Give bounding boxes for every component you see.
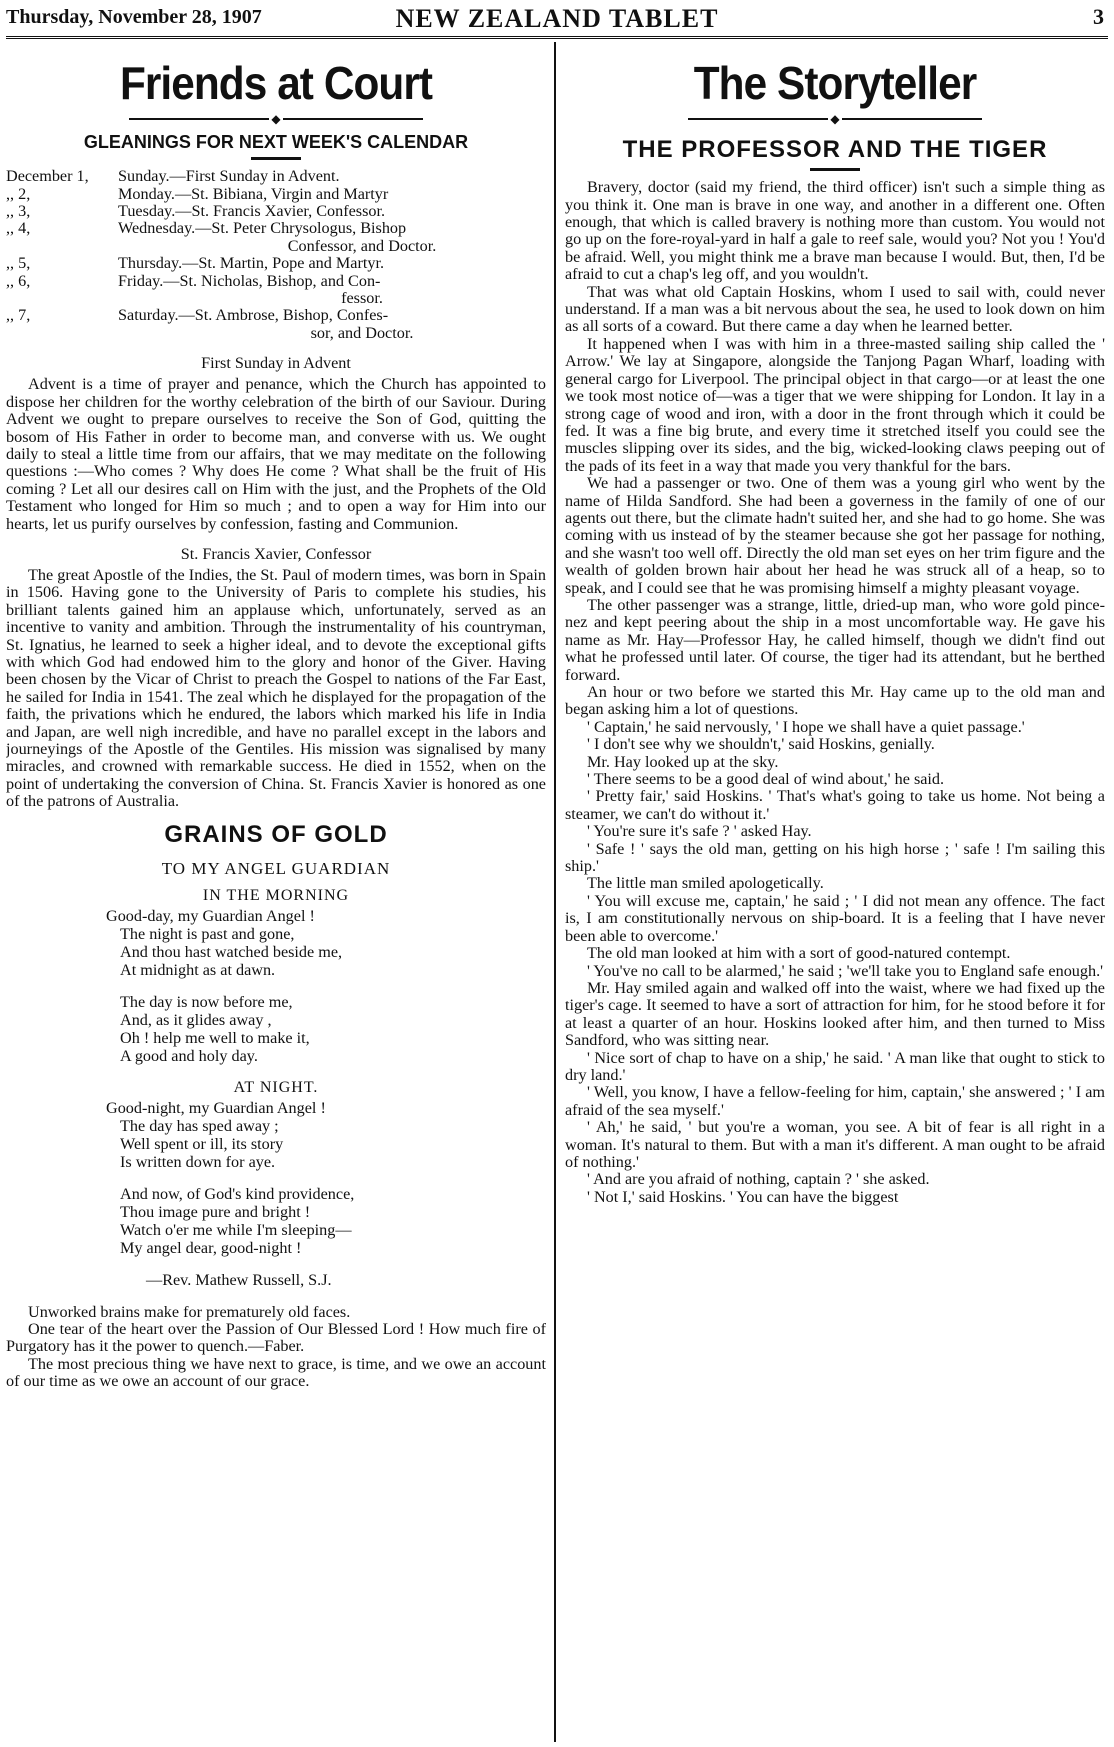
grains-of-gold-heading: GRAINS OF GOLD xyxy=(164,820,388,848)
calendar-entry: ,, 6, Friday.—St. Nicholas, Bishop, and Con- fessor. xyxy=(6,271,383,308)
story-paragraph: ' You're sure it's safe ? ' asked Hay. xyxy=(587,822,812,841)
story-paragraph: It happened when I was with him in a three-masted sailing ship called the ' Arrow.' We lay at Singapore, alongside the Tanjong Pagan Wharf, loading with general cargo for Liverpool. The principal object in that cargo—or at least the one we took most notice of—was a tiger that we were shipping for London. It lay in a strong cage of wood and iron, with a door in the front through which it could be fed. It was a fine big brute, and every time it stretched itself you could see the muscles slipping over its sides, and the big, wicked-looking claws peeping out of the pads of its feet in a way that made you very thankful for the bars. xyxy=(565,334,1105,475)
poem-line: And thou hast watched beside me, xyxy=(120,942,343,961)
right-column xyxy=(565,48,1105,1743)
story-paragraph: ' You've no call to be alarmed,' he said ; 'we'll take you to England safe enough.' xyxy=(587,961,1104,980)
poem-line: And, as it glides away , xyxy=(120,1010,272,1029)
poem-line: Good-night, my Guardian Angel ! xyxy=(106,1098,326,1117)
poem-line: The day has sped away ; xyxy=(120,1116,279,1135)
poem-line: Watch o'er me while I'm sleeping— xyxy=(120,1220,352,1239)
calendar-entry: ,, 2, Monday.—St. Bibiana, Virgin and Martyr xyxy=(6,184,389,203)
story-paragraph: ' Safe ! ' says the old man, getting on his high horse ; ' safe ! I'm sailing this ship.' xyxy=(565,839,1105,876)
poem-night-title: AT NIGHT. xyxy=(233,1078,319,1096)
story-title: THE PROFESSOR AND THE TIGER xyxy=(622,136,1048,164)
calendar-entry: ,, 3, Tuesday.—St. Francis Xavier, Confessor. xyxy=(6,202,386,221)
maxim-text: Unworked brains make for prematurely old faces. xyxy=(28,1302,351,1321)
poem-line: The day is now before me, xyxy=(120,992,293,1011)
calendar-entry: December 1, Sunday.—First Sunday in Advent. xyxy=(6,167,340,186)
poem-morning xyxy=(106,907,546,1065)
page-header xyxy=(0,0,1114,38)
ornament-rule: ◆ xyxy=(6,112,546,126)
maxim-text: The most precious thing we have next to grace, is time, and we owe an account of our time as we owe an account of our grace. xyxy=(6,1354,546,1391)
calendar-subheading: GLEANINGS FOR NEXT WEEK'S CALENDAR xyxy=(83,132,469,153)
poem-line: At midnight as at dawn. xyxy=(120,960,276,979)
story-paragraph: Bravery, doctor (said my friend, the third officer) isn't such a simple thing as you think it. One man is brave in one way, and another in a different one. Often enough, that which is called bravery is nothing more than custom. You would not go up on the fore-royal-yard in half a gale to reef sale, would you? Not you ! You'd be afraid. Well, you might think me a brave man because I would. But, then, I'd be afraid to cut a chap's leg off, and you wouldn't. xyxy=(565,178,1105,284)
story-paragraph: The other passenger was a strange, little, dried-up man, who wore gold pince-nez and kept peering about the ship in a most uncomfortable way. He gave his name as Mr. Hay—Professor Hay, he called himself, though we didn't find out what he professed until later. Of course, the tiger had its attendant, but he berthed forward. xyxy=(565,595,1105,684)
poem-line: My angel dear, good-night ! xyxy=(120,1238,302,1257)
xavier-title: St. Francis Xavier, Confessor xyxy=(180,544,372,563)
story-paragraph: ' You will excuse me, captain,' he said ; ' I did not mean any offence. The fact is, I am constitutionally nervous on ship-board. It is a feeling that I have never been able to overcome.' xyxy=(565,891,1105,945)
calendar-entry: ,, 7, Saturday.—St. Ambrose, Bishop, Confes- sor, and Doctor. xyxy=(6,306,414,342)
masthead-title: NEW ZEALAND TABLET xyxy=(395,4,719,33)
advent-text: Advent is a time of prayer and penance, which the Church has appointed to dispose her children for the worthy celebration of the birth of our Saviour. During Advent we ought to prepare ourselves to receive the Son of God, quitting the bosom of His Father in order to become man, and converse with us. We ought daily to steal a little time from our affairs, that we may meditate on the following questions :—Who comes ? Why does He come ? What shall be the fruit of His coming ? Let all our desires call on Him with the just, and the Prophets of the Old Testament who longed for Him so much ; and to open a way for Him into our hearts, let us purify ourselves by confession, fasting and Communion. xyxy=(6,375,546,533)
calendar-entry: ,, 5, Thursday.—St. Martin, Pope and Martyr. xyxy=(6,254,385,273)
column-divider xyxy=(554,42,556,1742)
calendar-entry: ,, 4, Wednesday.—St. Peter Chrysologus, Bishop Confessor, and Doctor. xyxy=(6,219,437,255)
poem-night xyxy=(106,1099,546,1257)
short-rule xyxy=(251,157,301,160)
poem-title: TO MY ANGEL GUARDIAN xyxy=(161,858,391,878)
story-paragraph: ' Captain,' he said nervously, ' I hope we shall have a quiet passage.' xyxy=(587,717,1025,736)
story-paragraph: We had a passenger or two. One of them was a young girl who went by the name of Hilda Sandford. She had been a governess in the family of one of our agents out there, but the climate hadn't suited her, and she had to go home. She was coming with us instead of by the steamer because she got her passage for nothing, and she wasn't too well off. Directly the old man set eyes on her trim figure and the wealth of golden brown hair about her head he was struck all of a heap, so to speak, and I could see that he was promising himself a mighty pleasant voyage. xyxy=(565,474,1105,597)
poem-line: And now, of God's kind providence, xyxy=(120,1184,355,1203)
story-paragraph: ' I don't see why we shouldn't,' said Hoskins, genially. xyxy=(587,735,935,754)
header-rule xyxy=(6,36,1108,41)
story-paragraph: ' Nice sort of chap to have on a ship,' he said. ' A man like that ought to stick to dry land.' xyxy=(565,1048,1105,1084)
story-paragraph: Mr. Hay smiled again and walked off into the waist, where we had fixed up the tiger's cage. It seemed to have a sort of attraction for him, for he stood before it for at least a quarter of an hour. Hoskins looked after him, and then turned to Miss Sandford, who was sitting near. xyxy=(565,978,1105,1050)
story-paragraph: Mr. Hay looked up at the sky. xyxy=(587,752,779,771)
xavier-text: The great Apostle of the Indies, the St. Paul of modern times, was born in Spain in 1506. Having gone to the University of Paris to complete his studies, his brilliant talents gained him an applause which, unfortunately, served as an incentive to vanity and ambition. Through the instrumentality of his countryman, St. Ignatius, he learned to seek a higher ideal, and to devote the exceptional gifts with which God had endowed him to the glory and honor of the Giver. Having been chosen by the Vicar of Christ to preach the Gospel to nations of the Far East, he sailed for India in 1541. The zeal which he displayed for the propagation of the faith, the privations which he endured, the labors which marked his life in India and Japan, are well nigh incredible, and have no parallel except in the labors and journeyings of the Apostle of the Gentiles. His mission was signalised by many miracles, and crowned with remarkable success. He died in 1552, when on the point of undertaking the conversion of China. St. Francis Xavier is honored as one of the patrons of Australia. xyxy=(6,565,546,811)
short-rule xyxy=(810,168,860,171)
advent-title: First Sunday in Advent xyxy=(201,354,351,373)
story-paragraph: ' There seems to be a good deal of wind about,' he said. xyxy=(587,770,945,789)
story-paragraph: The little man smiled apologetically. xyxy=(587,874,824,893)
story-paragraph: The old man looked at him with a sort of good-natured contempt. xyxy=(587,944,1011,963)
story-paragraph: ' Well, you know, I have a fellow-feeling for him, captain,' she answered ; ' I am afraid of the sea myself.' xyxy=(565,1083,1105,1119)
story-paragraph: That was what old Captain Hoskins, whom I used to sail with, could never understand. If a man was a bit nervous about the sea, he used to look down on him as all sorts of a coward. But there came a day when he learned better. xyxy=(565,282,1105,336)
poem-line: Thou image pure and bright ! xyxy=(120,1202,311,1221)
poem-line: Good-day, my Guardian Angel ! xyxy=(106,906,315,925)
issue-date: Thursday, November 28, 1907 xyxy=(6,6,262,28)
story-paragraph: ' Not I,' said Hoskins. ' You can have the biggest xyxy=(587,1187,899,1206)
story-paragraph: ' Ah,' he said, ' but you're a woman, you see. A bit of fear is all right in a woman. It's natural to them. But with a man it's different. A man ought to be afraid of nothing.' xyxy=(565,1118,1105,1171)
poem-line: Is written down for aye. xyxy=(120,1152,276,1171)
story-paragraph: An hour or two before we started this Mr. Hay came up to the old man and began asking him a lot of questions. xyxy=(565,683,1105,719)
page-number: 3 xyxy=(1093,4,1104,29)
poem-line: Oh ! help me well to make it, xyxy=(120,1028,310,1047)
poem-author: —Rev. Mathew Russell, S.J. xyxy=(146,1270,332,1289)
section-heading-storyteller: The Storyteller xyxy=(693,57,977,109)
poem-line: The night is past and gone, xyxy=(120,924,295,943)
poem-morning-title: IN THE MORNING xyxy=(202,886,350,904)
left-column xyxy=(6,48,546,1743)
poem-line: A good and holy day. xyxy=(120,1046,258,1065)
story-body xyxy=(565,179,1105,1206)
poem-line: Well spent or ill, its story xyxy=(120,1134,284,1153)
calendar-list xyxy=(6,168,546,342)
ornament-rule: ◆ xyxy=(565,112,1105,126)
maxim-text: One tear of the heart over the Passion of Our Blessed Lord ! How much fire of Purgatory has it the power to quench.—Faber. xyxy=(6,1320,546,1356)
story-paragraph: ' And are you afraid of nothing, captain ? ' she asked. xyxy=(587,1170,930,1189)
section-heading-friends-at-court: Friends at Court xyxy=(119,57,433,109)
story-paragraph: ' Pretty fair,' said Hoskins. ' That's what's going to take us home. Not being a steamer, we can't do without it.' xyxy=(565,787,1105,823)
